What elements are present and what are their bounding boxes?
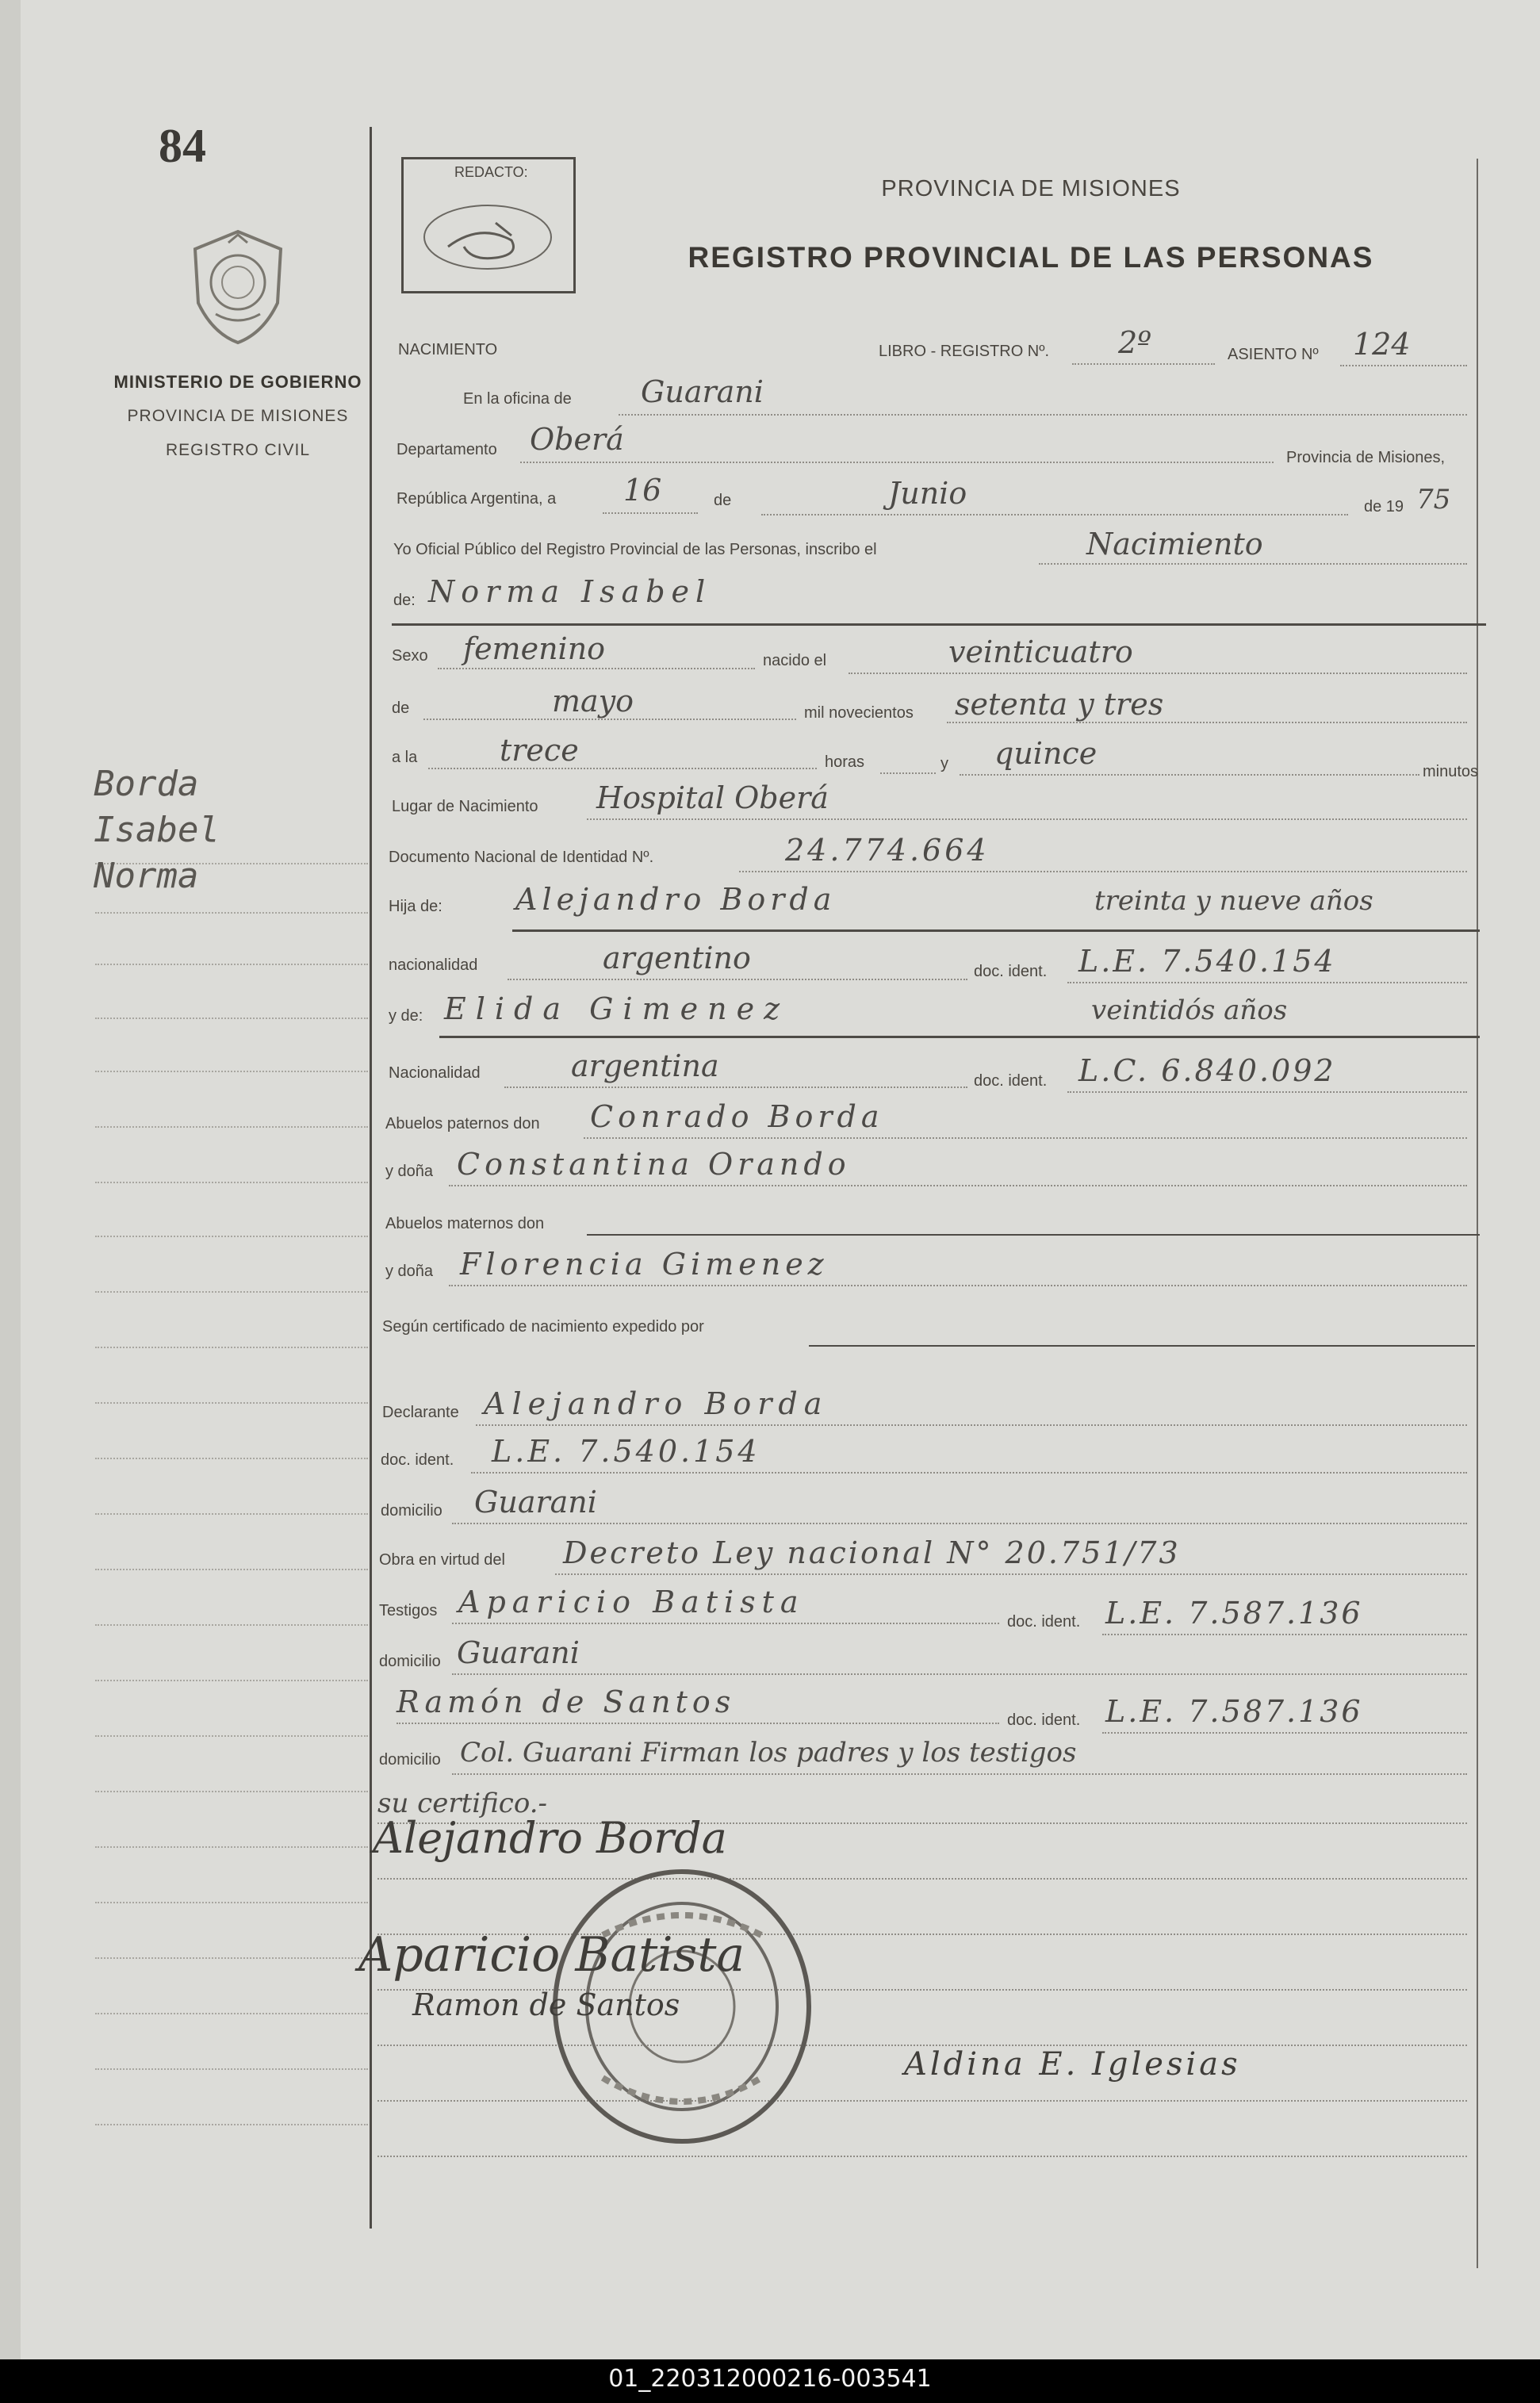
libro-label: LIBRO - REGISTRO Nº. <box>879 343 1050 360</box>
certificado-label: Según certificado de nacimiento expedido por <box>382 1318 704 1336</box>
hijo-label: Hija de: <box>389 898 442 915</box>
father-underline <box>512 929 1480 932</box>
margin-rule <box>95 1513 368 1515</box>
redacto-box <box>401 157 576 293</box>
anio-label: de 19 <box>1364 498 1404 515</box>
domicilio-value: Guarani <box>474 1485 597 1520</box>
nac-madre-label: Nacionalidad <box>389 1064 481 1082</box>
doc-declarante-label: doc. ident. <box>381 1451 454 1469</box>
nac-padre-label: nacionalidad <box>389 956 478 974</box>
dotted-line <box>428 768 817 769</box>
domicilio1-label: domicilio <box>379 1653 441 1670</box>
signature-testigo1: Aparicio Batista <box>358 1927 745 1983</box>
testigo2-value: Ramón de Santos <box>396 1684 736 1719</box>
margin-rule <box>95 1624 368 1626</box>
y-de-label: y de: <box>389 1007 423 1025</box>
dotted-line <box>761 514 1348 515</box>
testigo1-doc: L.E. 7.587.136 <box>1105 1596 1363 1631</box>
lugar-label: Lugar de Nacimiento <box>392 798 538 815</box>
nacido-label: nacido el <box>763 652 827 669</box>
nacido-value: veinticuatro <box>948 634 1133 669</box>
margin-rule <box>95 1735 368 1737</box>
margin-rule <box>95 1018 368 1019</box>
domicilio-label: domicilio <box>381 1502 442 1520</box>
dotted-line <box>1067 982 1467 983</box>
mother-underline <box>439 1036 1480 1038</box>
margin-rule <box>95 1902 368 1903</box>
margin-rule <box>95 1846 368 1848</box>
margin-note <box>94 761 220 899</box>
redacto-label: REDACTO: <box>454 164 528 180</box>
crest-emblem-icon <box>184 227 292 346</box>
lugar-value: Hospital Oberá <box>596 780 829 815</box>
minutos-value: quince <box>994 736 1098 771</box>
oficina-label: En la oficina de <box>463 390 572 408</box>
dotted-line <box>849 673 1467 674</box>
dotted-line <box>438 668 755 669</box>
signature-padre: Alejandro Borda <box>373 1813 727 1863</box>
margin-rule <box>95 1347 368 1348</box>
padre-edad: treinta y nueve años <box>1094 885 1373 917</box>
asiento-label: ASIENTO Nº <box>1228 346 1319 363</box>
abuelo-pat-value: Conrado Borda <box>590 1099 884 1134</box>
madre-value: Elida Gimenez <box>444 991 790 1026</box>
y-dona-mat-label: y doña <box>385 1263 434 1280</box>
doc-declarante-value: L.E. 7.540.154 <box>492 1434 760 1469</box>
nac-madre-value: argentina <box>571 1048 719 1083</box>
libro-value: 2º <box>1118 325 1152 360</box>
de-nombre-label: de: <box>393 592 416 609</box>
novecientos-label: mil novecientos <box>804 704 914 722</box>
testigo1-value: Aparicio Batista <box>458 1585 805 1619</box>
dotted-line <box>377 2100 1467 2102</box>
margin-rule <box>95 1791 368 1792</box>
dotted-line <box>377 1878 1467 1880</box>
hora-value: trece <box>500 733 579 768</box>
dotted-line <box>504 1087 967 1088</box>
name-underline <box>392 623 1486 626</box>
dotted-line <box>619 414 1467 416</box>
margin-rule <box>95 964 368 965</box>
oficial-value: Nacimiento <box>1086 527 1263 561</box>
registry-title: REGISTRO PROVINCIAL DE LAS PERSONAS <box>688 241 1374 274</box>
declarante-label: Declarante <box>382 1404 459 1421</box>
nac-padre-value: argentino <box>603 941 751 975</box>
abuelos-mat-label: Abuelos maternos don <box>385 1215 545 1232</box>
margin-rule <box>95 2124 368 2125</box>
dotted-line <box>1340 365 1467 366</box>
republica-label: República Argentina, a <box>396 490 557 508</box>
departamento-label: Departamento <box>396 441 497 458</box>
margin-rule <box>95 1458 368 1459</box>
margin-rule <box>95 1957 368 1959</box>
redacto-initials-icon <box>416 191 559 278</box>
doc-madre-value: L.C. 6.840.092 <box>1078 1053 1336 1088</box>
hora-label: a la <box>392 749 418 766</box>
line <box>587 1234 1480 1236</box>
margin-rule <box>95 1182 368 1183</box>
sexo-label: Sexo <box>392 647 428 665</box>
nota-value: su certifico.- <box>377 1788 547 1819</box>
padre-value: Alejandro Borda <box>515 882 837 917</box>
sexo-value: femenino <box>463 631 606 666</box>
testigos-label: Testigos <box>379 1602 438 1619</box>
margin-note-line: Norma <box>94 856 199 896</box>
minutos-label: minutos <box>1423 763 1479 780</box>
nombre-value: Norma Isabel <box>428 574 712 609</box>
anio-value: 75 <box>1416 484 1451 515</box>
margin-rule <box>95 1126 368 1128</box>
domicilio2-label: domicilio <box>379 1751 441 1769</box>
margin-rule <box>95 2013 368 2014</box>
dotted-line <box>449 1285 1467 1286</box>
dotted-line <box>508 979 967 980</box>
dotted-line <box>584 1137 1467 1139</box>
documento-value: 24.774.664 <box>785 833 990 868</box>
domicilio2-value: Col. Guarani Firman los padres y los testigos <box>460 1737 1077 1769</box>
dotted-line <box>377 2156 1467 2157</box>
provincia-label: Provincia de Misiones, <box>1286 449 1446 466</box>
doc-testigo1-label: doc. ident. <box>1007 1613 1081 1631</box>
column-divider <box>370 127 372 2229</box>
province-title: PROVINCIA DE MISIONES <box>881 176 1181 201</box>
departamento-value: Oberá <box>530 422 624 457</box>
dotted-line <box>947 722 1467 723</box>
signature-testigo2: Ramon de Santos <box>412 1987 680 2022</box>
y-label: y <box>940 755 948 772</box>
dotted-line <box>1039 563 1467 565</box>
declarante-value: Alejandro Borda <box>484 1386 829 1421</box>
dotted-line <box>1072 363 1215 365</box>
margin-rule <box>95 1569 368 1570</box>
dotted-line <box>471 1472 1467 1474</box>
dotted-line <box>449 1185 1467 1186</box>
de-label: de <box>714 492 732 509</box>
page-edge <box>0 0 21 2359</box>
dotted-line <box>452 1623 999 1624</box>
dotted-line <box>1102 1732 1467 1734</box>
dia-value: 16 <box>623 473 662 508</box>
margin-rule <box>95 1291 368 1293</box>
dotted-line <box>1102 1634 1467 1635</box>
margin-rule <box>95 2068 368 2070</box>
signature-oficial: Aldina E. Iglesias <box>904 2046 1241 2083</box>
y-dona-pat-label: y doña <box>385 1163 434 1180</box>
dotted-line <box>520 462 1274 463</box>
margin-rule <box>95 1236 368 1237</box>
right-border <box>1477 159 1478 2268</box>
mes-nac-label: de <box>392 699 410 717</box>
obra-label: Obra en virtud del <box>379 1551 505 1569</box>
dotted-line <box>739 871 1467 872</box>
dotted-line <box>476 1424 1467 1426</box>
image-id-caption: 01_220312000216-003541 <box>608 2365 932 2393</box>
folio-number: 84 <box>159 120 206 172</box>
novecientos-value: setenta y tres <box>955 687 1164 722</box>
margin-rule <box>95 1680 368 1681</box>
doc-padre-value: L.E. 7.540.154 <box>1078 944 1336 979</box>
dotted-line <box>452 1773 1467 1775</box>
line <box>809 1345 1475 1347</box>
doc-madre-label: doc. ident. <box>974 1072 1048 1090</box>
dotted-line <box>396 1723 999 1724</box>
doc-testigo2-label: doc. ident. <box>1007 1711 1081 1729</box>
ministry-name: MINISTERIO DE GOBIERNO <box>113 372 362 392</box>
abuelos-pat-label: Abuelos paternos don <box>385 1115 540 1133</box>
dotted-line <box>603 512 698 514</box>
horas-label: horas <box>825 753 865 771</box>
dotted-line <box>452 1673 1467 1675</box>
margin-rule <box>95 912 368 914</box>
nacimiento-label: NACIMIENTO <box>398 341 498 358</box>
dotted-line <box>423 719 796 720</box>
testigo2-doc: L.E. 7.587.136 <box>1105 1694 1363 1729</box>
asiento-value: 124 <box>1353 327 1411 362</box>
mes-nac-value: mayo <box>552 684 634 719</box>
domicilio1-value: Guarani <box>457 1635 580 1670</box>
dotted-line <box>1067 1091 1467 1093</box>
oficina-value: Guarani <box>641 374 764 409</box>
margin-note-line: Borda <box>94 764 199 804</box>
dotted-line <box>452 1523 1467 1524</box>
dotted-line <box>555 1573 1467 1575</box>
margin-rule <box>95 1071 368 1072</box>
margin-rule <box>95 1402 368 1404</box>
documento-label: Documento Nacional de Identidad Nº. <box>389 849 654 866</box>
abuela-pat-value: Constantina Orando <box>457 1147 851 1182</box>
ministry-block <box>111 365 365 467</box>
dotted-line <box>587 818 1467 820</box>
margin-note-line: Isabel <box>94 810 220 850</box>
dotted-line <box>960 774 1419 776</box>
doc-padre-label: doc. ident. <box>974 963 1048 980</box>
obra-value: Decreto Ley nacional N° 20.751/73 <box>563 1535 1181 1570</box>
province-name: PROVINCIA DE MISIONES <box>127 407 349 425</box>
dotted-line <box>880 772 936 774</box>
madre-edad: veintidós años <box>1091 995 1288 1026</box>
civil-registry-name: REGISTRO CIVIL <box>165 441 311 459</box>
oficial-label: Yo Oficial Público del Registro Provincial de las Personas, inscribo el <box>393 541 877 558</box>
mes-value: Junio <box>888 476 967 511</box>
abuela-mat-value: Florencia Gimenez <box>460 1247 829 1282</box>
